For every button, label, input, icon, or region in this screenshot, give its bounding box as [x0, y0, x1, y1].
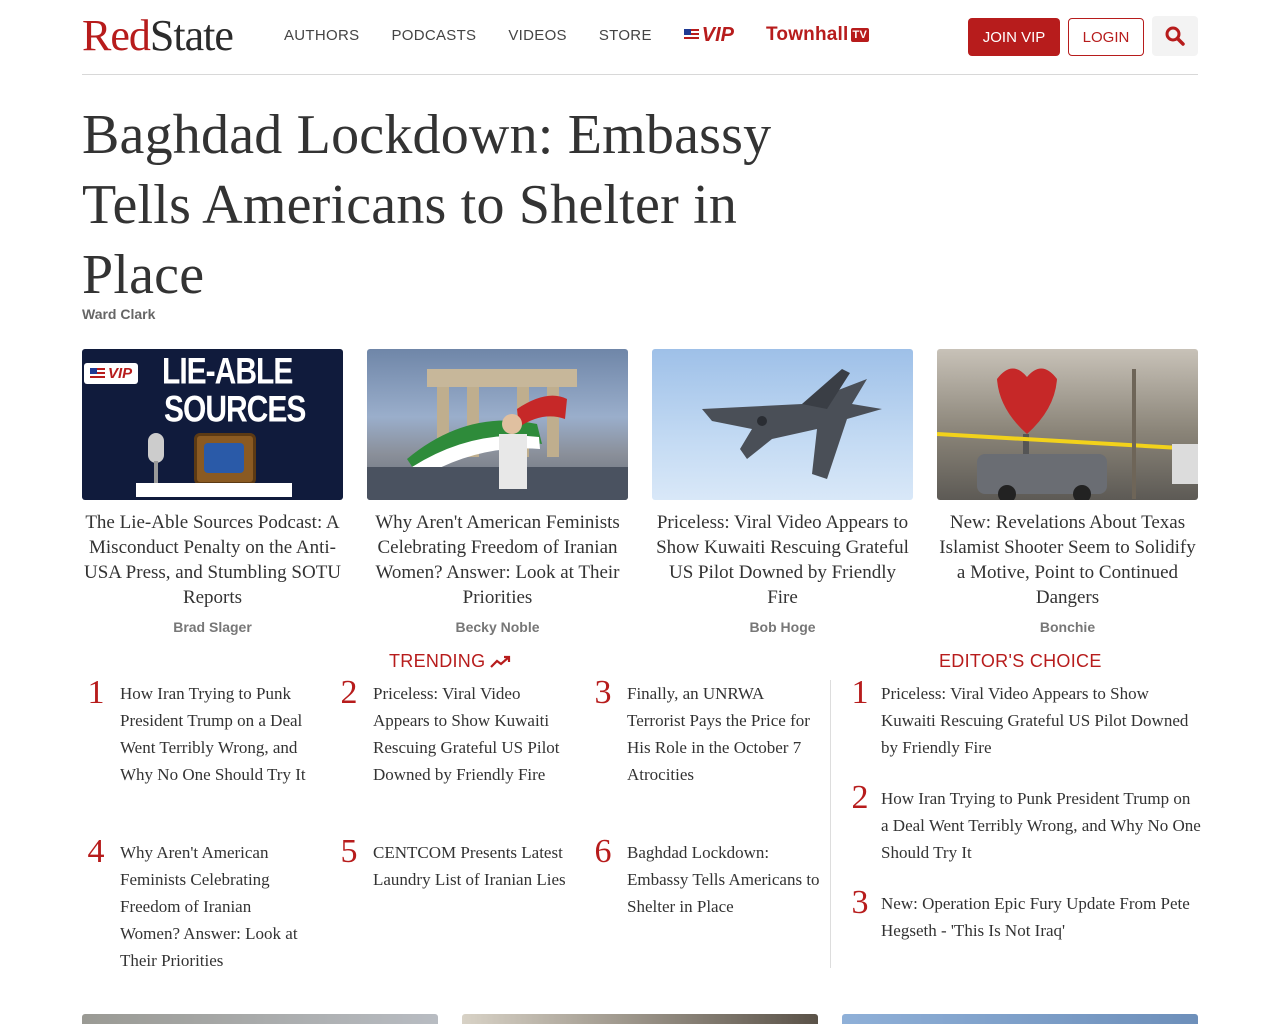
trending-link[interactable]: CENTCOM Presents Latest Laundry List of Iranian Lies	[373, 843, 566, 889]
logo-dark-part: State	[149, 11, 233, 60]
story-title[interactable]: Why Aren't American Feminists Celebrating Freedom of Iranian Women? Answer: Look at Their Priorities	[375, 512, 620, 608]
story-card[interactable]	[652, 349, 913, 635]
gate-photo-illustration	[367, 349, 628, 500]
trending-rank: 4	[87, 833, 105, 870]
nav-vip-label: VIP	[701, 23, 734, 46]
nav-authors[interactable]: AUTHORS	[284, 26, 360, 44]
vip-badge	[84, 363, 138, 384]
trending-link[interactable]: Baghdad Lockdown: Embassy Tells Americans to Shelter in Place	[627, 843, 820, 916]
story-thumbnail[interactable]	[937, 349, 1198, 500]
story-title[interactable]: The Lie-Able Sources Podcast: A Misconduct Penalty on the Anti-USA Press, and Stumbling SOTU Reports	[83, 512, 342, 608]
tv-icon	[194, 433, 256, 485]
story-card[interactable]	[367, 349, 628, 635]
street-photo-illustration	[937, 349, 1198, 500]
article-headline: Baghdad Lockdown: Embassy Tells Americans to Shelter in Place	[82, 104, 772, 306]
story-thumbnail[interactable]	[82, 1014, 438, 1024]
trending-rank: 3	[594, 674, 612, 711]
nav-townhall-tv[interactable]	[766, 24, 869, 46]
editors-choice-link[interactable]: How Iran Trying to Punk President Trump on a Deal Went Terribly Wrong, and Why No One Should Try It	[881, 789, 1201, 862]
trending-link[interactable]: Why Aren't American Feminists Celebrating Freedom of Iranian Women? Answer: Look at Their Priorities	[120, 843, 298, 970]
trending-up-icon	[490, 655, 512, 669]
story-thumbnail[interactable]	[367, 349, 628, 500]
story-author[interactable]: Becky Noble	[455, 619, 540, 635]
story-thumbnail[interactable]	[462, 1014, 818, 1024]
editors-choice-heading	[939, 651, 1102, 672]
article-author[interactable]: Ward Clark	[82, 306, 156, 322]
nav-podcasts[interactable]: PODCASTS	[391, 26, 477, 44]
flag-icon	[90, 368, 105, 380]
townhall-label: Townhall	[766, 24, 849, 45]
story-thumbnail[interactable]	[842, 1014, 1198, 1024]
story-thumbnail[interactable]	[82, 349, 343, 500]
story-author[interactable]: Bob Hoge	[749, 619, 816, 635]
nav-vip[interactable]	[684, 24, 734, 47]
trending-heading	[389, 651, 512, 672]
thumb-strip	[136, 483, 292, 497]
editors-choice-rank: 1	[851, 674, 869, 711]
jet-photo-illustration	[652, 349, 913, 500]
section-divider	[830, 680, 831, 968]
main-nav	[284, 0, 869, 70]
flag-icon	[684, 29, 699, 41]
trending-title: TRENDING	[389, 651, 486, 671]
trending-rank: 5	[340, 833, 358, 870]
story-author[interactable]: Bonchie	[1039, 619, 1096, 635]
logo-red-part: Red	[82, 11, 150, 60]
vip-badge-label: VIP	[108, 365, 133, 382]
trending-link[interactable]: Priceless: Viral Video Appears to Show Kuwaiti Rescuing Grateful US Pilot Downed by Friendly Fire	[373, 684, 560, 784]
thumb-text-line2: SOURCES	[164, 388, 306, 430]
site-logo[interactable]	[82, 11, 233, 60]
search-button[interactable]	[1152, 16, 1198, 56]
thumb-text-line1: LIE-ABLE	[162, 350, 293, 392]
editors-choice-link[interactable]: Priceless: Viral Video Appears to Show Kuwaiti Rescuing Grateful US Pilot Downed by Friendly Fire	[881, 684, 1189, 757]
nav-videos[interactable]: VIDEOS	[508, 26, 567, 44]
story-title[interactable]: Priceless: Viral Video Appears to Show Kuwaiti Rescuing Grateful US Pilot Downed by Friendly Fire	[656, 512, 909, 608]
story-thumbnail[interactable]	[652, 349, 913, 500]
login-button[interactable]: LOGIN	[1068, 18, 1144, 56]
trending-rank: 6	[594, 833, 612, 870]
editors-choice-title: EDITOR'S CHOICE	[939, 651, 1102, 671]
trending-rank: 1	[87, 674, 105, 711]
editors-choice-rank: 3	[851, 884, 869, 921]
editors-choice-rank: 2	[851, 779, 869, 816]
story-title[interactable]: New: Revelations About Texas Islamist Shooter Seem to Solidify a Motive, Point to Continued Dangers	[939, 512, 1196, 608]
trending-rank: 2	[340, 674, 358, 711]
story-card[interactable]	[82, 349, 343, 635]
tv-badge: TV	[852, 29, 867, 41]
join-vip-button[interactable]: JOIN VIP	[968, 18, 1060, 56]
story-author[interactable]: Brad Slager	[173, 619, 252, 635]
site-header	[82, 0, 1198, 75]
search-icon	[1165, 26, 1185, 46]
nav-store[interactable]: STORE	[598, 26, 652, 44]
microphone-icon	[148, 433, 164, 463]
trending-link[interactable]: How Iran Trying to Punk President Trump on a Deal Went Terribly Wrong, and Why No One Should Try It	[120, 684, 306, 784]
trending-link[interactable]: Finally, an UNRWA Terrorist Pays the Price for His Role in the October 7 Atrocities	[627, 684, 810, 784]
editors-choice-link[interactable]: New: Operation Epic Fury Update From Pete Hegseth - 'This Is Not Iraq'	[881, 894, 1190, 940]
story-card[interactable]	[937, 349, 1198, 635]
